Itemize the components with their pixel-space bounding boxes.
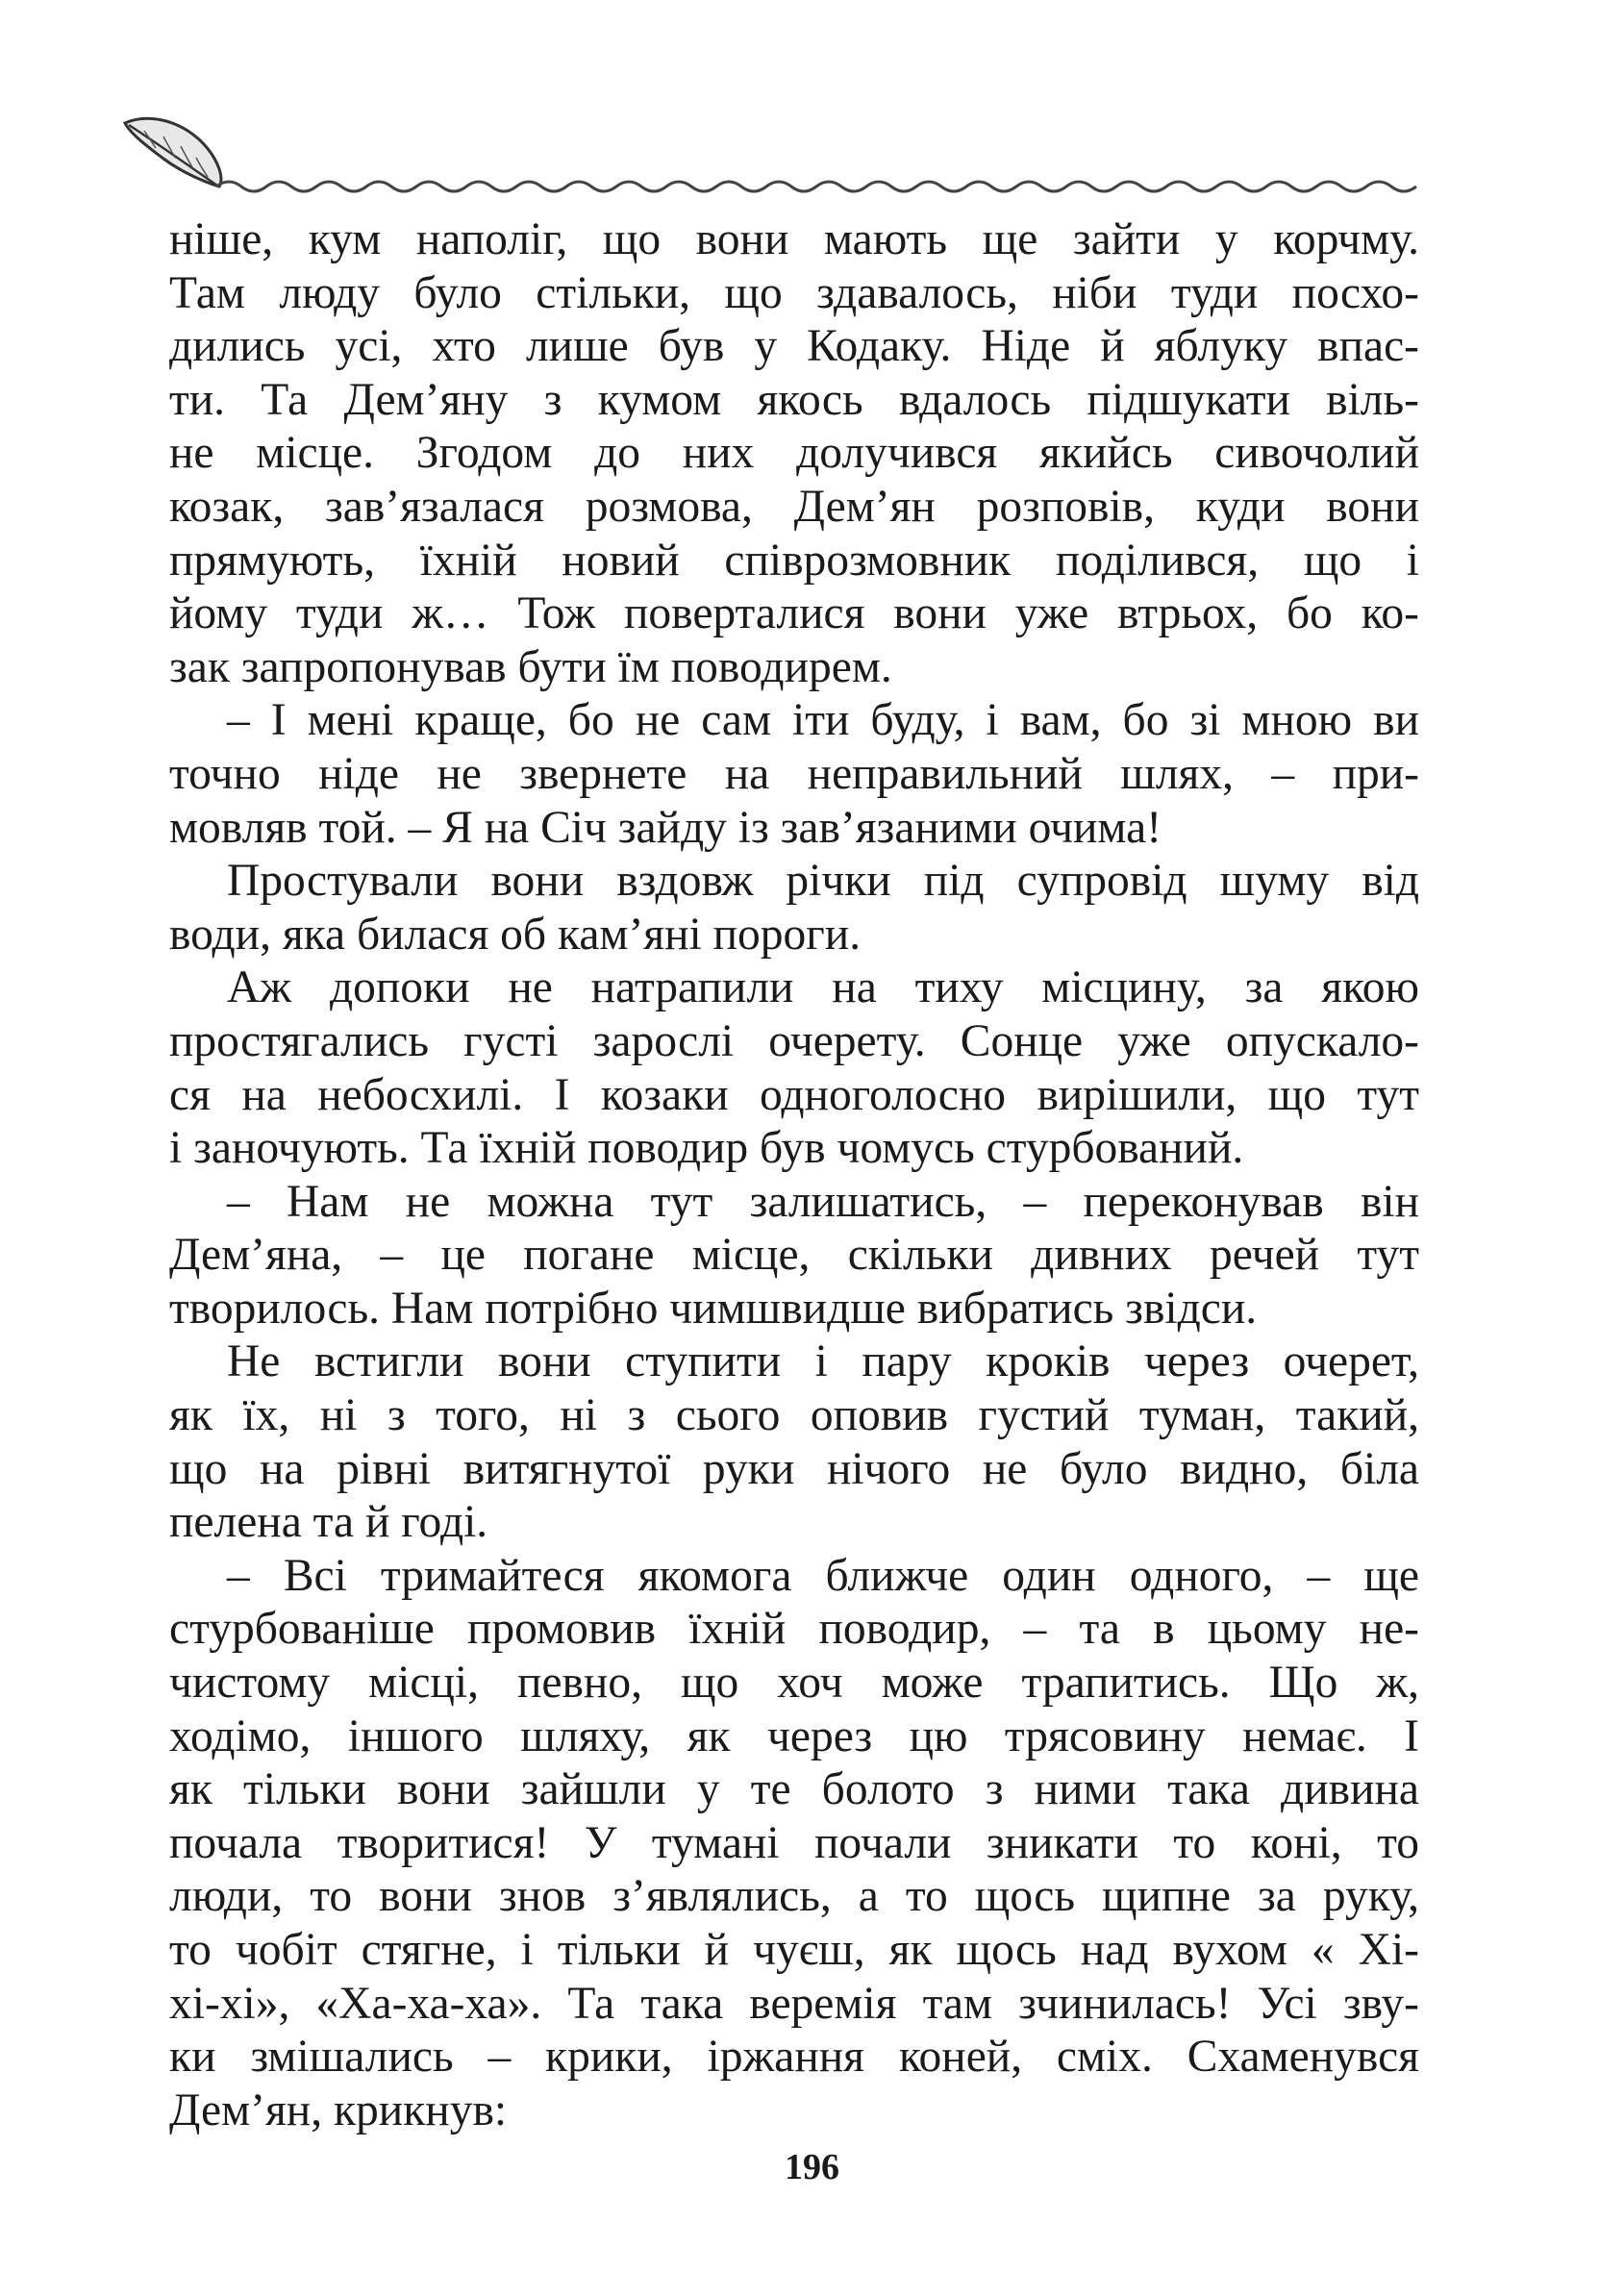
text-line: мовляв той. – Я на Січ зайду із зав’язаними очима!	[169, 802, 1162, 853]
text-line: як тільки вони зайшли у те болото з ними така дивина	[169, 1764, 1419, 1815]
text-line: – Нам не можна тут залишатись, – переконував він	[227, 1176, 1419, 1227]
text-line: ти. Та Дем’яну з кумом якось вдалось підшукати віль-	[169, 374, 1419, 425]
text-line: ходімо, іншого шляху, як через цю трясовину немає. І	[169, 1710, 1419, 1761]
text-line: як їх, ні з того, ні з сього оповив густий туман, такий,	[169, 1390, 1419, 1441]
text-line: Дем’ян, крикнув:	[169, 2085, 508, 2135]
text-line: ки змішались – крики, іржання коней, сміх. Схаменувся	[169, 2032, 1419, 2083]
wavy-divider	[216, 182, 1416, 191]
text-line: стурбованіше промовив їхній поводир, – та в цьому не-	[169, 1604, 1419, 1655]
text-line: пелена та й годі.	[169, 1497, 488, 1548]
body-text	[169, 213, 1419, 2137]
text-line: Дем’яна, – це погане місце, скільки дивних речей тут	[169, 1230, 1419, 1281]
text-line: Аж допоки не натрапили на тиху місцину, за якою	[227, 962, 1419, 1013]
text-line: прямують, їхній новий співрозмовник поділився, що і	[169, 535, 1419, 586]
text-line: води, яка билася об кам’яні пороги.	[169, 909, 862, 960]
text-line: що на рівні витягнутої руки нічого не було видно, біла	[169, 1443, 1419, 1494]
text-line: люди, то вони знов з’являлись, а то щось щипне за руку,	[169, 1871, 1419, 1922]
text-line: хі-хі», «Ха-ха-ха». Та така веремія там зчинилась! Усі зву-	[169, 1978, 1419, 2029]
text-line: дились усі, хто лише був у Кодаку. Ніде й яблуку впас-	[169, 321, 1419, 372]
text-line: точно ніде не звернете на неправильний шлях, – при-	[169, 748, 1419, 799]
text-line: простягались густі зарослі очерету. Сонце уже опускало-	[169, 1015, 1419, 1066]
feather-icon	[125, 118, 221, 187]
page-number: 196	[785, 2147, 839, 2187]
feather-wave-divider-icon	[115, 106, 1442, 197]
paragraph	[169, 855, 1419, 961]
text-line: – Всі тримайтеся якомога ближче один одного, – ще	[227, 1550, 1419, 1601]
text-line: ніше, кум наполіг, що вони мають ще зайти у корчму.	[169, 214, 1419, 264]
text-line: Там люду було стільки, що здавалось, ніби туди посхо-	[169, 267, 1419, 318]
paragraph	[169, 961, 1419, 1175]
text-line: і заночують. Та їхній поводир був чомусь стурбований.	[169, 1123, 1244, 1174]
text-line: зак запропонував бути їм поводирем.	[169, 641, 892, 692]
paragraph	[169, 1336, 1419, 1549]
text-line: йому туди ж… Тож поверталися вони уже втрьох, бо ко-	[169, 588, 1419, 639]
text-line: творилось. Нам потрібно чимшвидше вибратись звідси.	[169, 1283, 1258, 1334]
text-line: ся на небосхилі. І козаки одноголосно вирішили, що тут	[169, 1069, 1419, 1120]
text-line: козак, зав’язалася розмова, Дем’ян розповів, куди вони	[169, 481, 1419, 532]
text-line: Не встигли вони ступити і пару кроків через очерет,	[227, 1336, 1419, 1387]
paragraph	[169, 1550, 1419, 2138]
text-line: не місце. Згодом до них долучився якийсь сивочолий	[169, 428, 1419, 479]
text-line: почала творитися! У тумані почали зникати то коні, то	[169, 1817, 1419, 1868]
paragraph	[169, 694, 1419, 855]
text-line: – І мені краще, бо не сам іти буду, і вам, бо зі мною ви	[227, 695, 1419, 746]
text-line: чистому місці, певно, що хоч може трапитись. Що ж,	[169, 1658, 1419, 1709]
text-line: то чобіт стягне, і тільки й чуєш, як щось над вухом « Хі-	[169, 1925, 1419, 1975]
paragraph	[169, 1176, 1419, 1336]
text-line: Простували вони вздовж річки під супровід шуму від	[227, 856, 1419, 907]
paragraph	[169, 213, 1419, 694]
